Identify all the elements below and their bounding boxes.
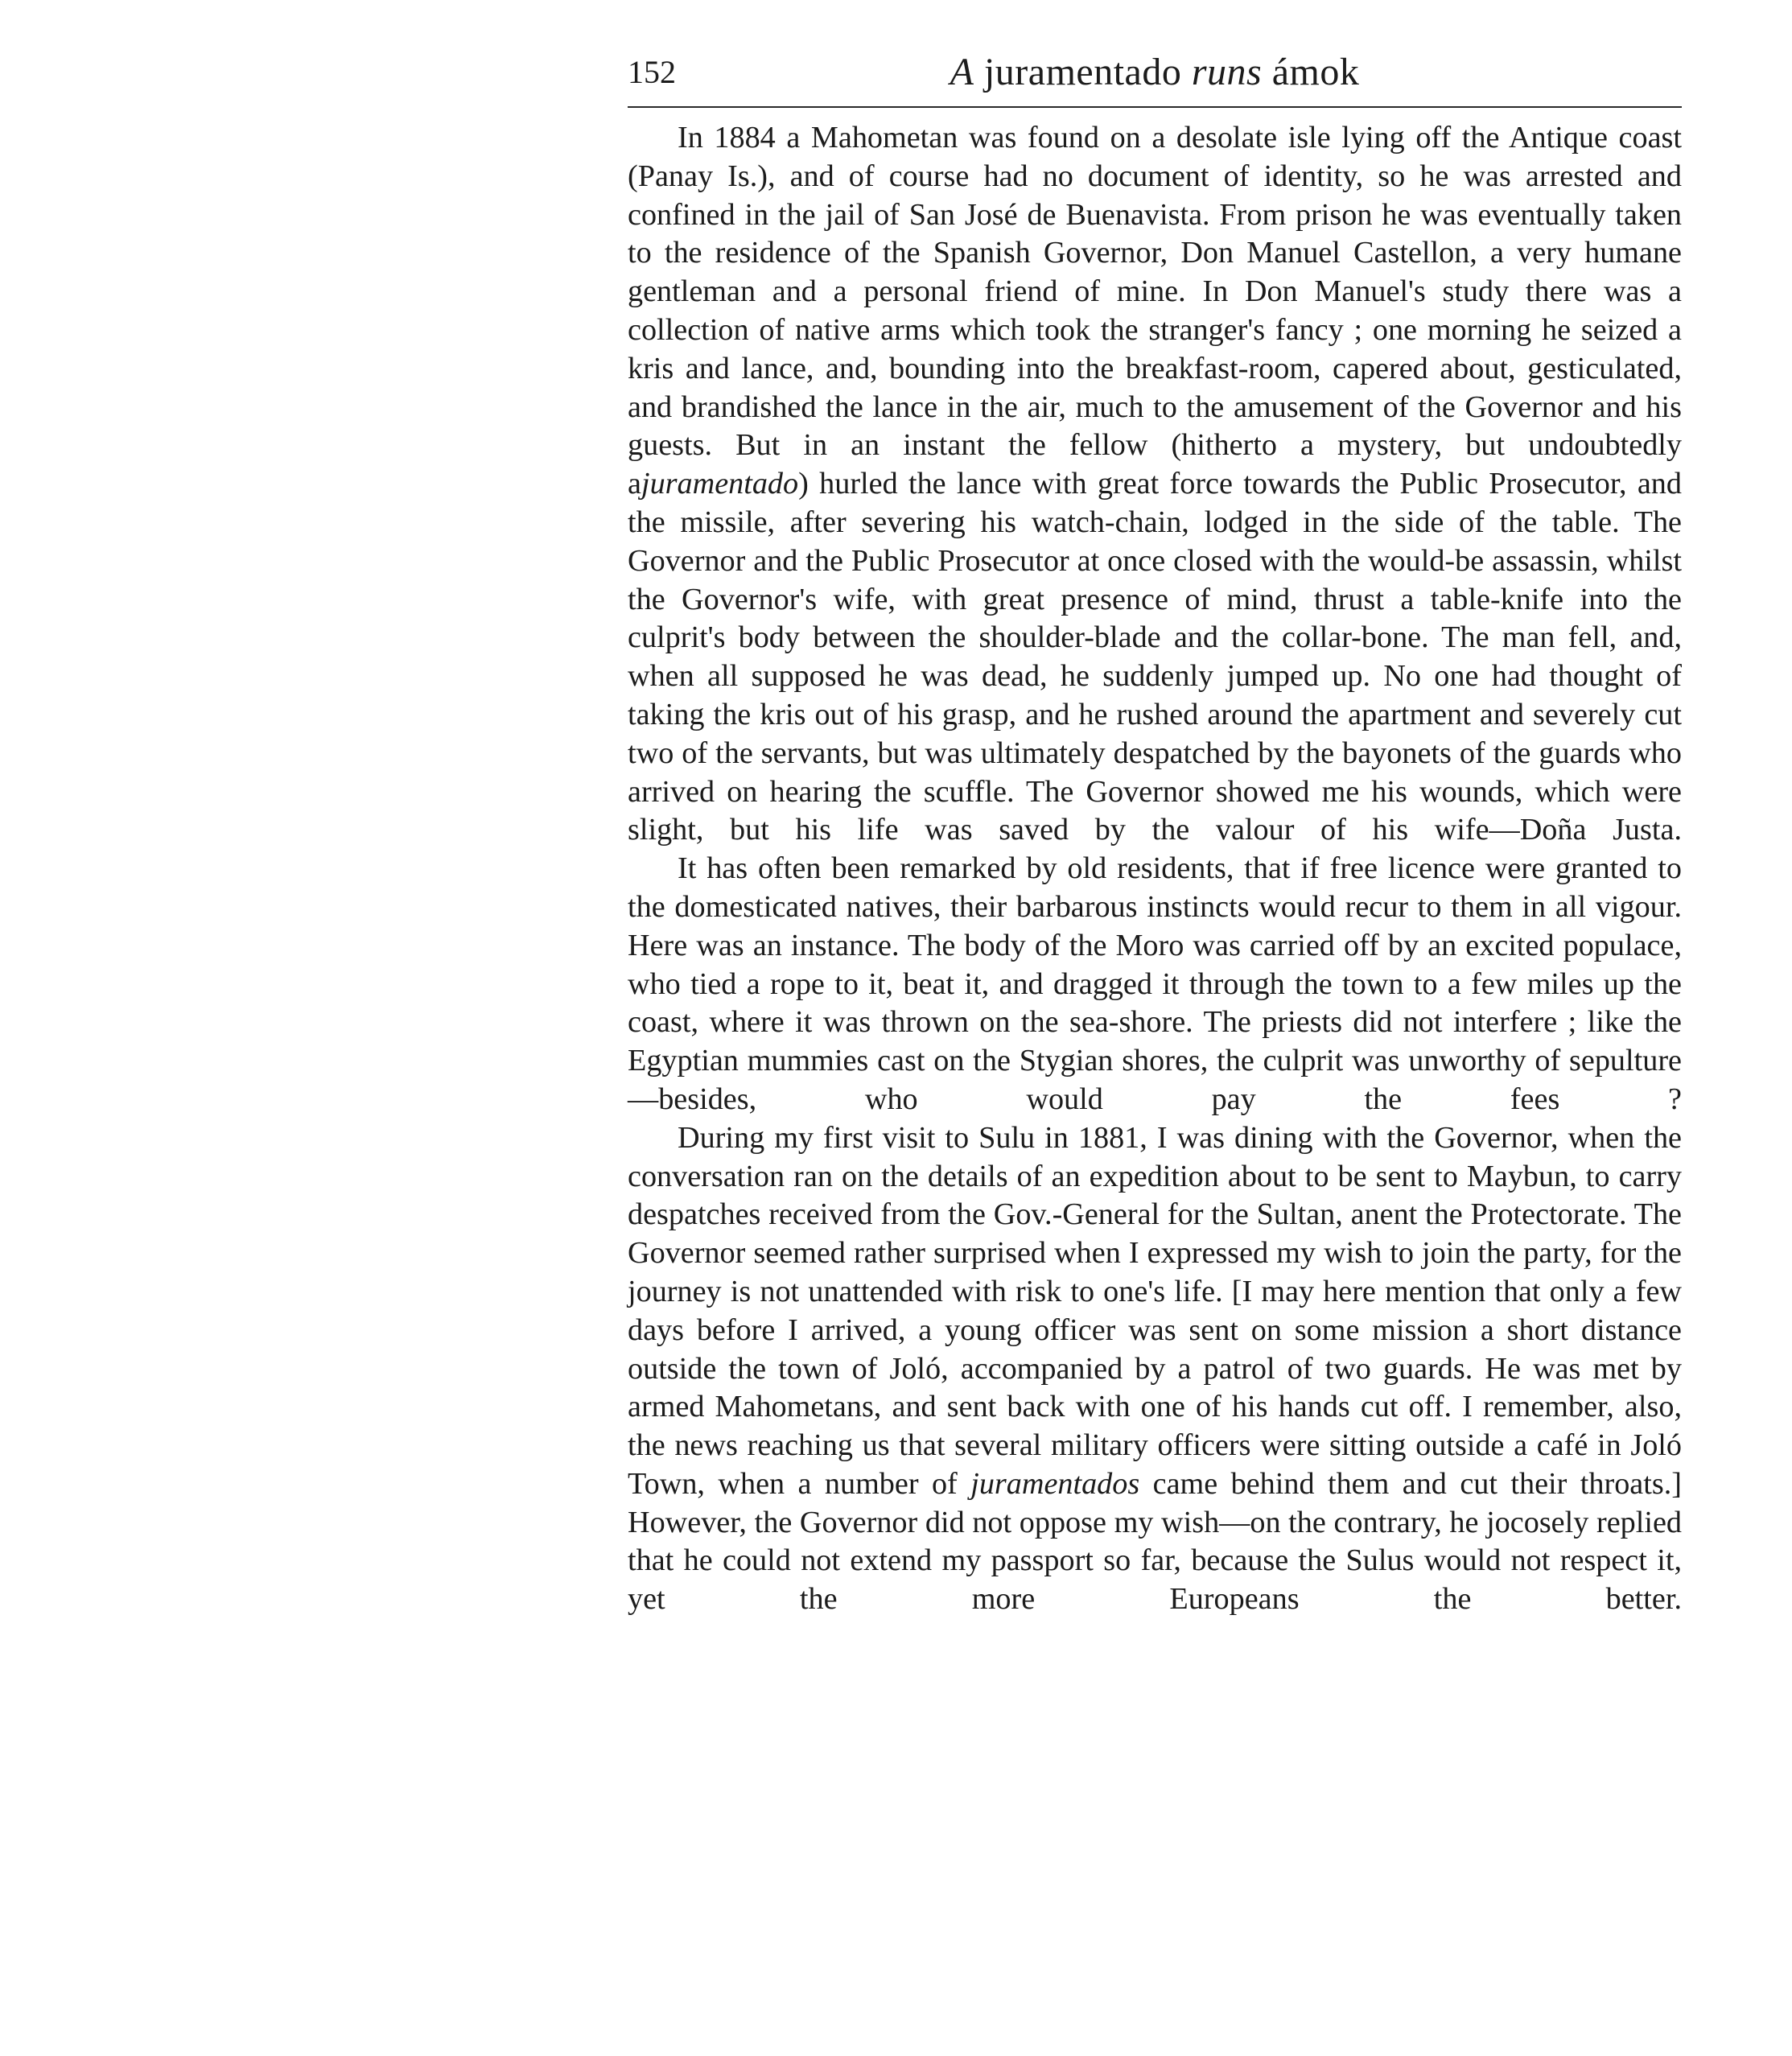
paragraph-3 (628, 1119, 1682, 1619)
paragraph-1-italic: juramentado (641, 467, 799, 501)
paragraph-1 (628, 119, 1682, 850)
title-word-juramentado: juramentado (983, 51, 1182, 93)
title-word-amok: ámok (1271, 51, 1360, 93)
paragraph-3-part-b: came behind them and cut their throats.] However, the Governor did not oppose my wish—on the contrary, he jocosely replied that he could not extend my passport so far, because the Sulus would not respect it, yet the more Europeans the better. (628, 1466, 1682, 1617)
title-article: A (950, 51, 974, 93)
paragraph-3-italic: juramentados (970, 1466, 1140, 1501)
book-page (628, 50, 1682, 1619)
paragraph-1-part-a: In 1884 a Mahometan was found on a desolate isle lying off the Antique coast (Panay Is.), and of course had no document of identity, so he was arrested and confined in the jail of San José de Buenavista. From prison he was eventually taken to the residence of the Spanish Governor, Don Manuel Castellon, a very humane gentleman and a personal friend of mine. In Don Manuel's study there was a collection of native arms which took the stranger's fancy ; one morning he seized a kris and lance, and, bounding into the breakfast-room, capered about, gesticulated, and brandished the lance in the air, much to the amusement of the Governor and his guests. But in an instant the fellow (hitherto a mystery, but undoubtedly a (628, 121, 1682, 501)
running-head (628, 50, 1682, 108)
paragraph-1-part-b: ) hurled the lance with great force towards the Public Prosecutor, and the missile, after severing his watch-chain, lodged in the side of the table. The Governor and the Public Prosecutor at once closed with the would-be assassin, whilst the Governor's wife, with great presence of mind, thrust a table-knife into the culprit's body between the shoulder-blade and the collar-bone. The man fell, and, when all supposed he was dead, he suddenly jumped up. No one had thought of taking the kris out of his grasp, and he rushed around the apartment and severely cut two of the servants, but was ultimately despatched by the bayonets of the guards who arrived on hearing the scuffle. The Governor showed me his wounds, which were slight, but his life was saved by the valour of his wife—Doña Justa. (628, 467, 1682, 847)
paragraph-2: It has often been remarked by old residents, that if free licence were granted to the domesticated natives, their barbarous instincts would recur to them in all vigour. Here was an instance. The body of the Moro was carried off by an excited populace, who tied a rope to it, beat it, and dragged it through the town to a few miles up the coast, where it was thrown on the sea-shore. The priests did not interfere ; like the Egyptian mummies cast on the Stygian shores, the culprit was unworthy of sepulture—besides, who would pay the fees ? (628, 851, 1682, 1116)
title-word-runs: runs (1191, 51, 1263, 93)
body-text (628, 119, 1682, 1619)
running-title (628, 50, 1682, 94)
paragraph-3-part-a: During my first visit to Sulu in 1881, I was dining with the Governor, when the conversation ran on the details of an expedition about to be sent to Maybun, to carry despatches received from the Gov.-General for the Sultan, anent the Protectorate. The Governor seemed rather surprised when I expressed my wish to join the party, for the journey is not unattended with risk to one's life. [I may here mention that only a few days before I arrived, a young officer was sent on some mission a short distance outside the town of Joló, accompanied by a patrol of two guards. He was met by armed Mahometans, and sent back with one of his hands cut off. I remember, also, the news reaching us that several military officers were sitting outside a café in Joló Town, when a number of (628, 1120, 1682, 1501)
page-number: 152 (628, 54, 676, 90)
